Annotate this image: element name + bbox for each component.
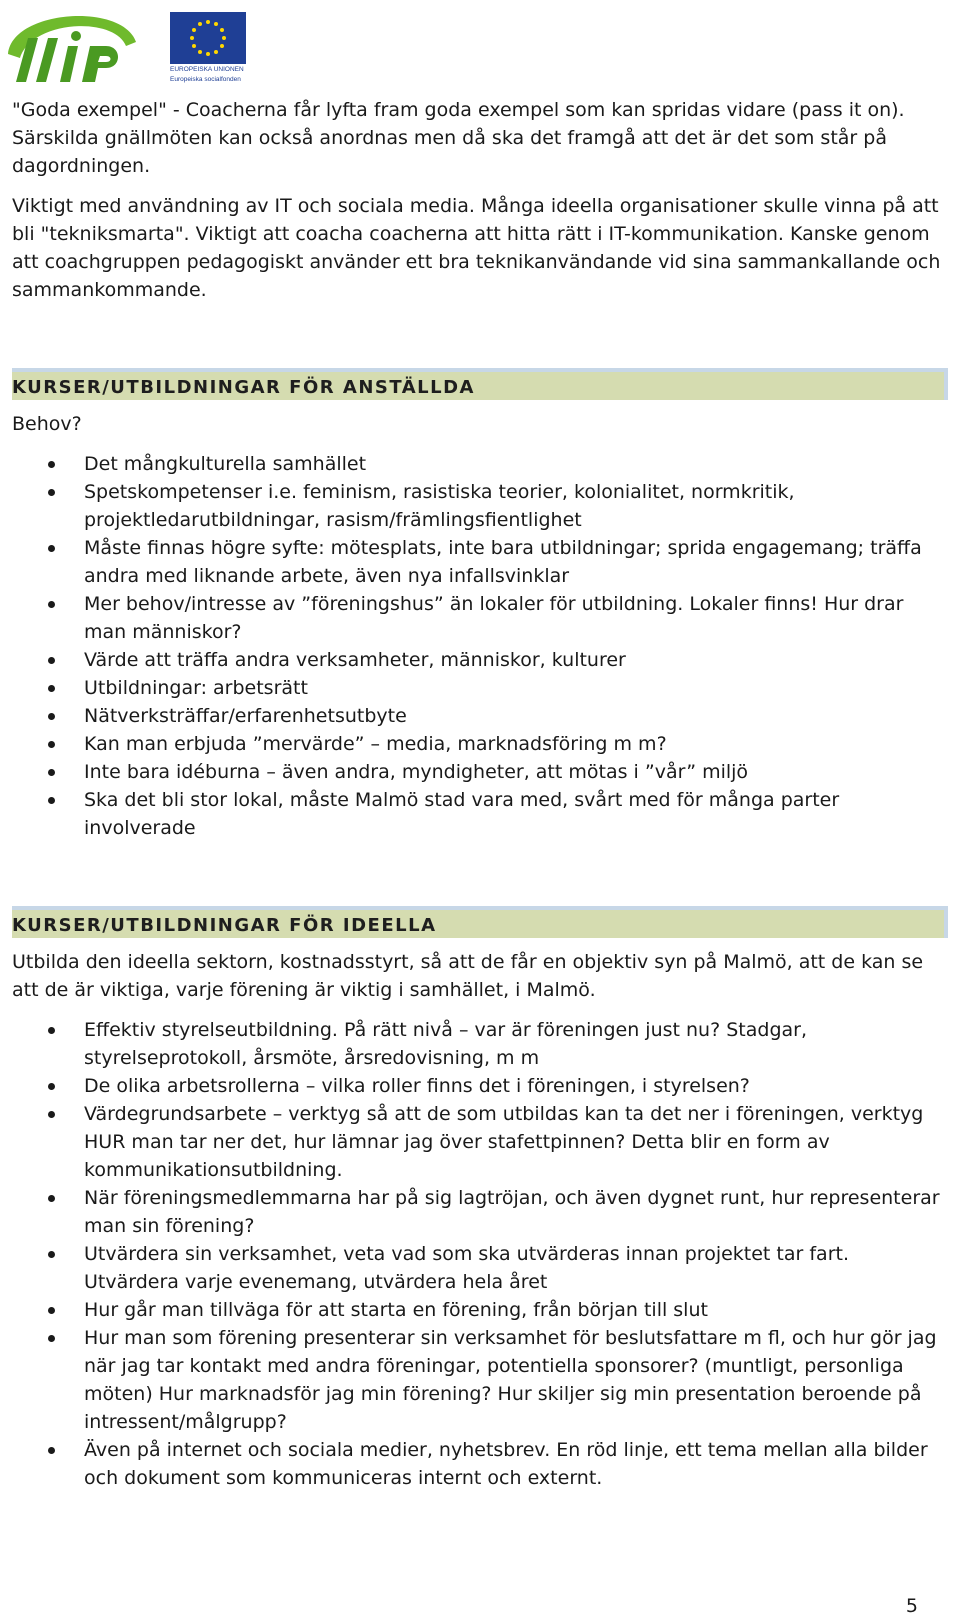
bullet-icon (48, 601, 55, 608)
list-item: Hur man som förening presenterar sin verksamhet för beslutsfattare m fl, och hur gör jag när jag tar kontakt med andra föreningar, potentiella sponsorer? (muntligt, personliga möten) Hur marknadsför jag min förening? Hur skiljer sig min presentation beroende på intressent/målgrupp? (12, 1324, 948, 1436)
list-item: Värde att träffa andra verksamheter, människor, kulturer (12, 646, 948, 674)
list-item: Hur går man tillväga för att starta en förening, från början till slut (12, 1296, 948, 1324)
list-item: Även på internet och sociala medier, nyhetsbrev. En röd linje, ett tema mellan alla bilder och dokument som kommuniceras internt och externt. (12, 1436, 948, 1492)
section-heading-text: KURSER/UTBILDNINGAR FÖR ANSTÄLLDA (12, 377, 475, 398)
bullet-icon (48, 797, 55, 804)
list-item: De olika arbetsrollerna – vilka roller finns det i föreningen, i styrelsen? (12, 1072, 948, 1100)
document-body (12, 96, 948, 1492)
bullet-icon (48, 713, 55, 720)
bullet-icon (48, 1195, 55, 1202)
bullet-icon (48, 1251, 55, 1258)
eu-logo (170, 12, 250, 84)
bullet-icon (48, 685, 55, 692)
bullet-icon (48, 1335, 55, 1342)
section-intro: Utbilda den ideella sektorn, kostnadsstyrt, så att de får en objektiv syn på Malmö, att de kan se att de är viktiga, varje förening är viktig i samhället, i Malmö. (12, 951, 924, 1001)
section-heading-ideella (12, 906, 948, 938)
list-item: Utbildningar: arbetsrätt (12, 674, 948, 702)
list-item: Inte bara idéburna – även andra, myndigheter, att mötas i ”vår” miljö (12, 758, 948, 786)
list-item: Mer behov/intresse av ”föreningshus” än lokaler för utbildning. Lokaler finns! Hur drar man människor? (12, 590, 948, 646)
bullet-icon (48, 461, 55, 468)
bullet-icon (48, 657, 55, 664)
list-item: Nätverksträffar/erfarenhetsutbyte (12, 702, 948, 730)
bullet-icon (48, 1083, 55, 1090)
page-number: 5 (905, 1595, 918, 1617)
eu-label-2: Europeiska socialfonden (170, 76, 241, 83)
bullet-icon (48, 1307, 55, 1314)
list-item: Ska det bli stor lokal, måste Malmö stad vara med, svårt med för många parter involverade (12, 786, 948, 842)
header-logos (0, 0, 300, 90)
bullet-list-anstallda (12, 450, 948, 842)
bullet-icon (48, 489, 55, 496)
intro-paragraph: Viktigt med användning av IT och sociala media. Många ideella organisationer skulle vinna på att bli "tekniksmarta". Viktigt att coacha coacherna att hitta rätt i IT-kommunikation. Kanske genom att coachgruppen pedagogiskt använder ett bra teknikanvändande vid sina sammankallande och sammankommande. (12, 195, 941, 301)
eu-label-1: EUROPEISKA UNIONEN (170, 66, 244, 73)
list-item: Kan man erbjuda ”mervärde” – media, marknadsföring m m? (12, 730, 948, 758)
bullet-icon (48, 741, 55, 748)
bullet-icon (48, 769, 55, 776)
list-item: Det mångkulturella samhället (12, 450, 948, 478)
list-item: Värdegrundsarbete – verktyg så att de som utbildas kan ta det ner i föreningen, verktyg HUR man tar ner det, hur lämnar jag över stafettpinnen? Detta blir en form av kommunikationsutbildning. (12, 1100, 948, 1184)
list-item: När föreningsmedlemmarna har på sig lagtröjan, och även dygnet runt, hur representerar man sin förening? (12, 1184, 948, 1240)
bullet-icon (48, 1447, 55, 1454)
bullet-icon (48, 545, 55, 552)
eu-flag-icon (170, 12, 246, 64)
bullet-icon (48, 1111, 55, 1118)
section-heading-anstallda (12, 368, 948, 400)
bullet-icon (48, 1027, 55, 1034)
intro-paragraph: "Goda exempel" - Coacherna får lyfta fram goda exempel som kan spridas vidare (pass it on). Särskilda gnällmöten kan också anordnas men då ska det framgå att det är det som står på dagordningen. (12, 99, 905, 177)
section-intro: Behov? (12, 413, 82, 435)
list-item: Spetskompetenser i.e. feminism, rasistiska teorier, kolonialitet, normkritik, projektledarutbildningar, rasism/främlingsfientlighet (12, 478, 948, 534)
list-item: Måste finnas högre syfte: mötesplats, inte bara utbildningar; sprida engagemang; träffa andra med liknande arbete, även nya infallsvinklar (12, 534, 948, 590)
mip-logo-icon (2, 2, 142, 84)
list-item: Effektiv styrelseutbildning. På rätt nivå – var är föreningen just nu? Stadgar, styrelseprotokoll, årsmöte, årsredovisning, m m (12, 1016, 948, 1072)
section-heading-text: KURSER/UTBILDNINGAR FÖR IDEELLA (12, 915, 437, 936)
list-item: Utvärdera sin verksamhet, veta vad som ska utvärderas innan projektet tar fart. Utvärdera varje evenemang, utvärdera hela året (12, 1240, 948, 1296)
bullet-list-ideella (12, 1016, 948, 1492)
